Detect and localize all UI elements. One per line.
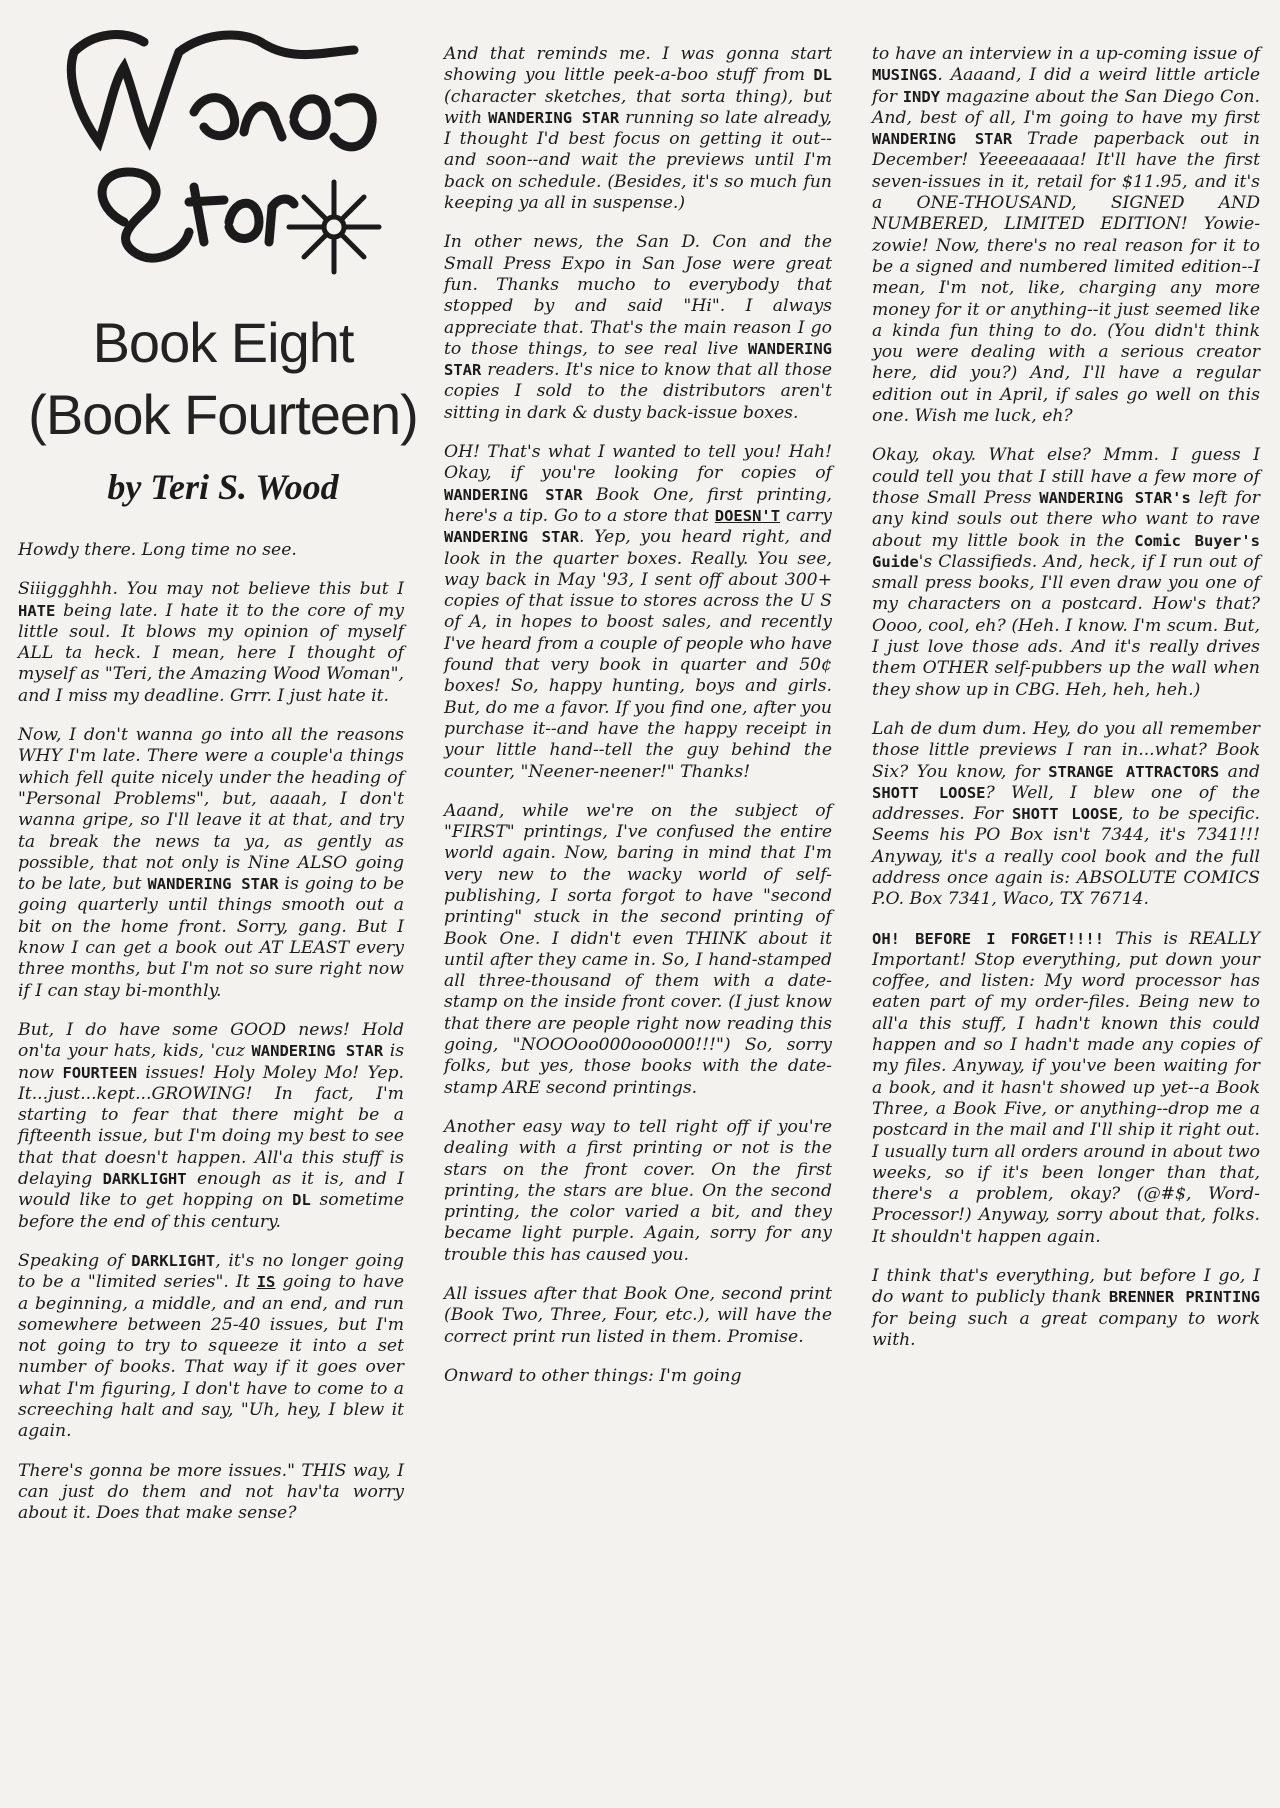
paragraph: Speaking of DARKLIGHT, it's no longer going to be a "limited series". It IS going to have a beginning, a middle, and an end, and run somewhere between 25-40 issues, but I'm not going to try to squeeze it into a set number of books. That way if it goes over what I'm figuring, I don't have to come to a screeching halt and say, "Uh, hey, I blew it again. bbox=[18, 1250, 404, 1442]
article-header bbox=[18, 10, 428, 530]
paragraph: OH! That's what I wanted to tell you! Hah! Okay, if you're looking for copies of WANDERING STAR Book One, first printing, here's a tip. Go to a store that DOESN'T carry WANDERING STAR. Yep, you heard right, and look in the quarter boxes. Really. You see, way back in May '93, I sent off about 300+ copies of that issue to stores across the U S of A, in hopes to boost sales, and recently I've heard from a couple of people who have found that very book in quarter and 50¢ boxes! So, happy hunting, boys and girls. But, do me a favor. If you find one, after you purchase it--and have the happy receipt in your little hand--tell the guy behind the counter, "Neener-neener!" Thanks! bbox=[444, 442, 833, 782]
paragraph: I think that's everything, but before I go, I do want to publicly thank BRENNER PRINTING for being such a great company to work with. bbox=[872, 1266, 1261, 1350]
paragraph: Onward to other things: I'm going bbox=[444, 1365, 742, 1386]
paragraph: Aaand, while we're on the subject of "FIRST" printings, I've confused the entire world again. Now, baring in mind that I'm very new to the wacky world of self-publishing, I sorta forgot to have "second printing" stuck in the second printing of Book One. I didn't even THINK about it until after they came in. So, I hand-stamped all three-thousand of them with a date-stamp on the inside front cover. (I just know that there are people right now reading this going, "NOOOoo000ooo000!!!") So, sorry folks, but yes, those books with the date-stamp ARE second printings. bbox=[444, 800, 832, 1098]
wandering-star-logo bbox=[54, 22, 394, 292]
text-column-2 bbox=[444, 44, 832, 1405]
paragraph: Howdy there. Long time no see. bbox=[18, 540, 297, 560]
book-title: Book Eight bbox=[92, 311, 354, 374]
paragraph: In other news, the San D. Con and the Small Press Expo in San Jose were great fun. Thanks mucho to everybody that stopped by and said "Hi". I always appreciate that. That's the main reason I go to those things, to see real live WANDERING STAR readers. It's nice to know that all those copies I sold to the distributors aren't sitting in dark & dusty back-issue boxes. bbox=[444, 232, 832, 423]
paragraph: Siiiggghhh. You may not believe this but I HATE being late. I hate it to the core of my little soul. It blows my opinion of myself ALL ta heck. I mean, here I thought of myself as "Teri, the Amazing Wood Woman", and I miss my deadline. Grrr. I just hate it. bbox=[18, 579, 404, 706]
paragraph: There's gonna be more issues." THIS way, I can just do them and not hav'ta worry about it. Does that make sense? bbox=[18, 1460, 404, 1524]
paragraph: Lah de dum dum. Hey, do you all remember those little previews I ran in...what? Book Six? You know, for STRANGE ATTRACTORS and SHOTT LOOSE? Well, I blew one of the addresses. For SHOTT LOOSE, to be specific. Seems his PO Box isn't 7344, it's 7341!!! Anyway, it's a really cool book and the full address once again is: ABSOLUTE COMICS P.O. Box 7341, Waco, TX 76714. bbox=[872, 718, 1260, 910]
paragraph: Okay, okay. What else? Mmm. I guess I could tell you that I still have a few more of those Small Press WANDERING STAR's left for any kind souls out there who want to rave about my little book in the Comic Buyer's Guide's Classifieds. And, heck, if I run out of small press books, I'll even draw you one of my characters on a postcard. How's that? Oooo, cool, eh? (Heh. I know. I'm scum. But, I just love those ads. And it's really drives them OTHER self-pubbers up the wall when they show up in CBG. Heh, heh, heh.) bbox=[872, 445, 1260, 700]
book-subtitle: (Book Fourteen) bbox=[28, 383, 418, 446]
author-byline: by Teri S. Wood bbox=[107, 467, 339, 507]
paragraph: OH! BEFORE I FORGET!!!! This is REALLY Important! Stop everything, put down your coffee, and listen: My word processor has eaten part of my order-files. Being new to all'a this stuff, I hadn't known this could happen and so I hadn't made any copies of my files. Anyway, if you've been waiting for a book, and it hasn't showed up yet--a Book Three, a Book Five, or anything--drop me a postcard in the mail and I'll ship it right out. I usually turn all orders around in about two weeks, so if it's been longer than that, there's a problem, okay? (@#$, Word-Processor!) Anyway, sorry about that, folks. It shouldn't happen again. bbox=[872, 928, 1260, 1247]
paragraph: Another easy way to tell right off if you're dealing with a first printing or not is the stars on the front cover. On the first printing, the stars are blue. On the second printing, the color varied a bit, and they became light purple. Again, sorry for any trouble this has caused you. bbox=[444, 1116, 832, 1265]
paragraph: to have an interview in a up-coming issue of MUSINGS. Aaaand, I did a weird little article for INDY magazine about the San Diego Con. And, best of all, I'm going to have my first WANDERING STAR Trade paperback out in December! Yeeeeaaaaa! It'll have the first seven-issues in it, retail for $11.95, and it's a ONE-THOUSAND, SIGNED AND NUMBERED, LIMITED EDITION! Yowie-zowie! Now, there's no real reason for it to be a signed and numbered limited edition--I mean, I'm not, like, charging any more money for it or anything--it just seemed like a kinda fun thing to do. (You didn't think you were dealing with a serious creator here, did you?) And, I'll have a regular edition out in April, if sales go well on this one. Wish me luck, eh? bbox=[872, 44, 1260, 427]
paragraph: And that reminds me. I was gonna start showing you little peek-a-boo stuff from DL (character sketches, that sorta thing), but with WANDERING STAR running so late already, I thought I'd best focus on getting it out--and soon--and wait the previews until I'm back on schedule. (Besides, it's so much fun keeping ya all in suspense.) bbox=[444, 44, 832, 214]
paragraph: But, I do have some GOOD news! Hold on'ta your hats, kids, 'cuz WANDERING STAR is now FOURTEEN issues! Holy Moley Mo! Yep. It...just...kept...GROWING! In fact, I'm starting to fear that there might be a fifteenth issue, but I'm doing my best to see that that doesn't happen. All'a this stuff is delaying DARKLIGHT enough as it is, and I would like to get hopping on DL sometime before the end of this century. bbox=[18, 1019, 405, 1232]
paragraph: Now, I don't wanna go into all the reasons WHY I'm late. There were a couple'a things which fell quite nicely under the heading of "Personal Problems", but, aaaah, I don't wanna gripe, so I'll leave it at that, and try ta break the news ta ya, as gently as possible, that not only is Nine ALSO going to be late, but WANDERING STAR is going to be going quarterly until things smooth out a bit on the home front. Sorry, gang. But I know I can get a book out AT LEAST every three months, but I'm not so sure right now if I can stay bi-monthly. bbox=[18, 725, 404, 1001]
paragraph: All issues after that Book One, second print (Book Two, Three, Four, etc.), will have the correct print run listed in them. Promise. bbox=[444, 1284, 832, 1347]
text-column-1 bbox=[18, 540, 404, 1542]
text-column-3 bbox=[872, 44, 1260, 1369]
